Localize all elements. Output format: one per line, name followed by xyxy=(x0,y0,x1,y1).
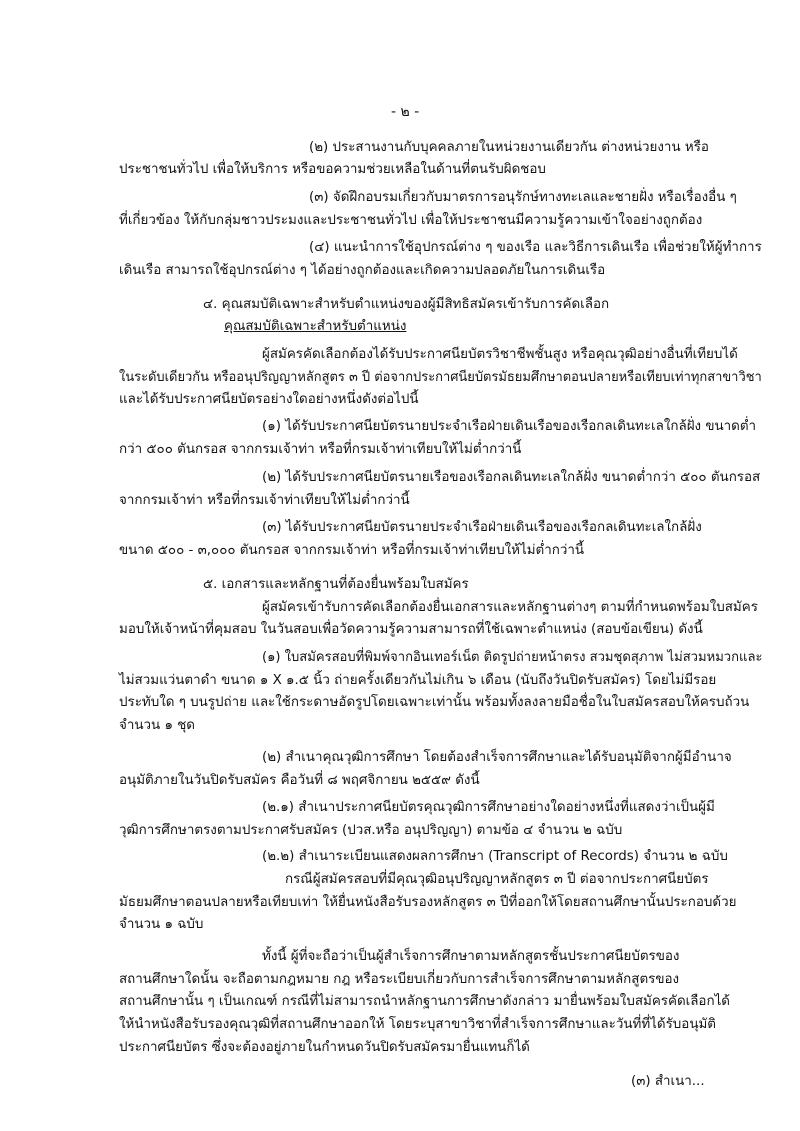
document-1-line-4: จำนวน ๑ ชุด xyxy=(119,718,195,733)
continuation-marker: (๓) สำเนา... xyxy=(631,1074,705,1089)
qualification-2-line-2: จากกรมเจ้าท่า หรือที่กรมเจ้าท่าเทียบให้ไม่ต่ำกว่านี้ xyxy=(119,493,410,508)
section-5-intro-line-1: ผู้สมัครเข้ารับการคัดเลือกต้องยื่นเอกสารและหลักฐานต่างๆ ตามที่กำหนดพร้อมใบสมัคร xyxy=(262,600,758,615)
qualification-1-line-2: กว่า ๕๐๐ ตันกรอส จากกรมเจ้าท่า หรือที่กรมเจ้าท่าเทียบให้ไม่ต่ำกว่านี้ xyxy=(119,442,522,457)
qualification-3-line-2: ขนาด ๕๐๐ - ๓,๐๐๐ ตันกรอส จากกรมเจ้าท่า หรือที่กรมเจ้าท่าเทียบให้ไม่ต่ำกว่านี้ xyxy=(119,543,585,558)
document-2-2-note-line-1: กรณีผู้สมัครสอบที่มีคุณวุฒิอนุปริญญาหลักสูตร ๓ ปี ต่อจากประกาศนียบัตร xyxy=(285,872,709,887)
document-1-line-2: ไม่สวมแว่นตาดำ ขนาด ๑ X ๑.๕ นิ้ว ถ่ายครั้งเดียวกันไม่เกิน ๖ เดือน (นับถึงวันปิดรับสมัคร) โดยไม่มีรอย xyxy=(119,673,717,688)
section-5-intro-line-2: มอบให้เจ้าหน้าที่คุมสอบ ในวันสอบเพื่อวัดความรู้ความสามารถที่ใช้เฉพาะตำแหน่ง (สอบข้อเขียน) ดังนี้ xyxy=(119,622,703,637)
document-1-line-3: ประทับใด ๆ บนรูปถ่าย และใช้กระดาษอัดรูปโดยเฉพาะเท่านั้น พร้อมทั้งลงลายมือชื่อในใบสมัครสอบให้ครบถ้วน xyxy=(119,695,750,710)
document-2-1-line-1: (๒.๑) สำเนาประกาศนียบัตรคุณวุฒิการศึกษาอย่างใดอย่างหนึ่งที่แสดงว่าเป็นผู้มี xyxy=(262,800,715,815)
document-2-2-note-line-2: มัธยมศึกษาตอนปลายหรือเทียบเท่า ให้ยื่นหนังสือรับรองหลักสูตร ๓ ปีที่ออกให้โดยสถานศึกษานั้นประกอบด้วย xyxy=(119,895,737,910)
section-4-heading: ๔. คุณสมบัติเฉพาะสำหรับตำแหน่งของผู้มีสิทธิสมัครเข้ารับการคัดเลือก xyxy=(203,297,610,312)
document-2-2-note-line-3: จำนวน ๑ ฉบับ xyxy=(119,917,204,932)
graduation-note-line-1: ทั้งนี้ ผู้ที่จะถือว่าเป็นผู้สำเร็จการศึกษาตามหลักสูตรชั้นประกาศนียบัตรของ xyxy=(262,949,680,964)
qualification-3-line-1: (๓) ได้รับประกาศนียบัตรนายประจำเรือฝ่ายเดินเรือของเรือกลเดินทะเลใกล้ฝั่ง xyxy=(262,520,702,535)
duty-4-line-2: เดินเรือ สามารถใช้อุปกรณ์ต่าง ๆ ได้อย่างถูกต้องและเกิดความปลอดภัยในการเดินเรือ xyxy=(119,263,606,278)
duty-3-line-1: (๓) จัดฝึกอบรมเกี่ยวกับมาตรการอนุรักษ์ทางทะเลและชายฝั่ง หรือเรื่องอื่น ๆ xyxy=(309,190,737,205)
graduation-note-line-5: ประกาศนียบัตร ซึ่งจะต้องอยู่ภายในกำหนดวันปิดรับสมัครมายื่นแทนก็ได้ xyxy=(119,1040,530,1055)
duty-2-line-2: ประชาชนทั่วไป เพื่อให้บริการ หรือขอความช่วยเหลือในด้านที่ตนรับผิดชอบ xyxy=(119,162,546,177)
graduation-note-line-3: สถานศึกษานั้น ๆ เป็นเกณฑ์ กรณีที่ไม่สามารถนำหลักฐานการศึกษาดังกล่าว มายื่นพร้อมใบสมัครคัดเลือกได้ xyxy=(119,994,731,1009)
section-4-intro-line-2: ในระดับเดียวกัน หรืออนุปริญญาหลักสูตร ๓ ปี ต่อจากประกาศนียบัตรมัธยมศึกษาตอนปลายหรือเทียบเท่าทุกสาขาวิชา xyxy=(119,370,762,385)
document-2-2-line: (๒.๒) สำเนาระเบียนแสดงผลการศึกษา (Transcript of Records) จำนวน ๒ ฉบับ xyxy=(262,849,728,864)
duty-4-line-1: (๔) แนะนำการใช้อุปกรณ์ต่าง ๆ ของเรือ และวิธีการเดินเรือ เพื่อช่วยให้ผู้ทำการ xyxy=(309,240,762,255)
graduation-note-line-2: สถานศึกษาใดนั้น จะถือตามกฎหมาย กฎ หรือระเบียบเกี่ยวกับการสำเร็จการศึกษาตามหลักสูตรของ xyxy=(119,972,680,987)
document-2-1-line-2: วุฒิการศึกษาตรงตามประกาศรับสมัคร (ปวส.หรือ อนุปริญญา) ตามข้อ ๔ จำนวน ๒ ฉบับ xyxy=(119,823,623,838)
document-2-line-2: อนุมัติภายในวันปิดรับสมัคร คือวันที่ ๘ พฤศจิกายน ๒๕๕๙ ดังนี้ xyxy=(119,773,480,788)
document-1-line-1: (๑) ใบสมัครสอบที่พิมพ์จากอินเทอร์เน็ต ติดรูปถ่ายหน้าตรง สวมชุดสุภาพ ไม่สวมหมวกและ xyxy=(262,650,763,665)
qualification-1-line-1: (๑) ได้รับประกาศนียบัตรนายประจำเรือฝ่ายเดินเรือของเรือกลเดินทะเลใกล้ฝั่ง ขนาดต่ำ xyxy=(262,419,757,434)
section-5-heading: ๕. เอกสารและหลักฐานที่ต้องยื่นพร้อมใบสมัคร xyxy=(203,577,469,592)
section-4-intro-line-3: และได้รับประกาศนียบัตรอย่างใดอย่างหนึ่งดังต่อไปนี้ xyxy=(119,392,419,407)
document-2-line-1: (๒) สำเนาคุณวุฒิการศึกษา โดยต้องสำเร็จการศึกษาและได้รับอนุมัติจากผู้มีอำนาจ xyxy=(262,750,732,765)
section-4-subheading: คุณสมบัติเฉพาะสำหรับตำแหน่ง xyxy=(224,319,407,334)
duty-2-line-1: (๒) ประสานงานกับบุคคลภายในหน่วยงานเดียวกัน ต่างหน่วยงาน หรือ xyxy=(309,140,709,155)
duty-3-line-2: ที่เกี่ยวข้อง ให้กับกลุ่มชาวประมงและประชาชนทั่วไป เพื่อให้ประชาชนมีความรู้ความเข้าใจอย่างถูกต้อง xyxy=(119,213,703,228)
qualification-2-line-1: (๒) ได้รับประกาศนียบัตรนายเรือของเรือกลเดินทะเลใกล้ฝั่ง ขนาดต่ำกว่า ๕๐๐ ตันกรอส xyxy=(262,470,761,485)
section-4-intro-line-1: ผู้สมัครคัดเลือกต้องได้รับประกาศนียบัตรวิชาชีพชั้นสูง หรือคุณวุฒิอย่างอื่นที่เทียบได้ xyxy=(262,347,738,362)
page-number: - ๒ - xyxy=(391,104,420,120)
graduation-note-line-4: ให้นำหนังสือรับรองคุณวุฒิที่สถานศึกษาออกให้ โดยระบุสาขาวิชาที่สำเร็จการศึกษาและวันที่ที่ได้รับอนุมัติ xyxy=(119,1017,716,1032)
